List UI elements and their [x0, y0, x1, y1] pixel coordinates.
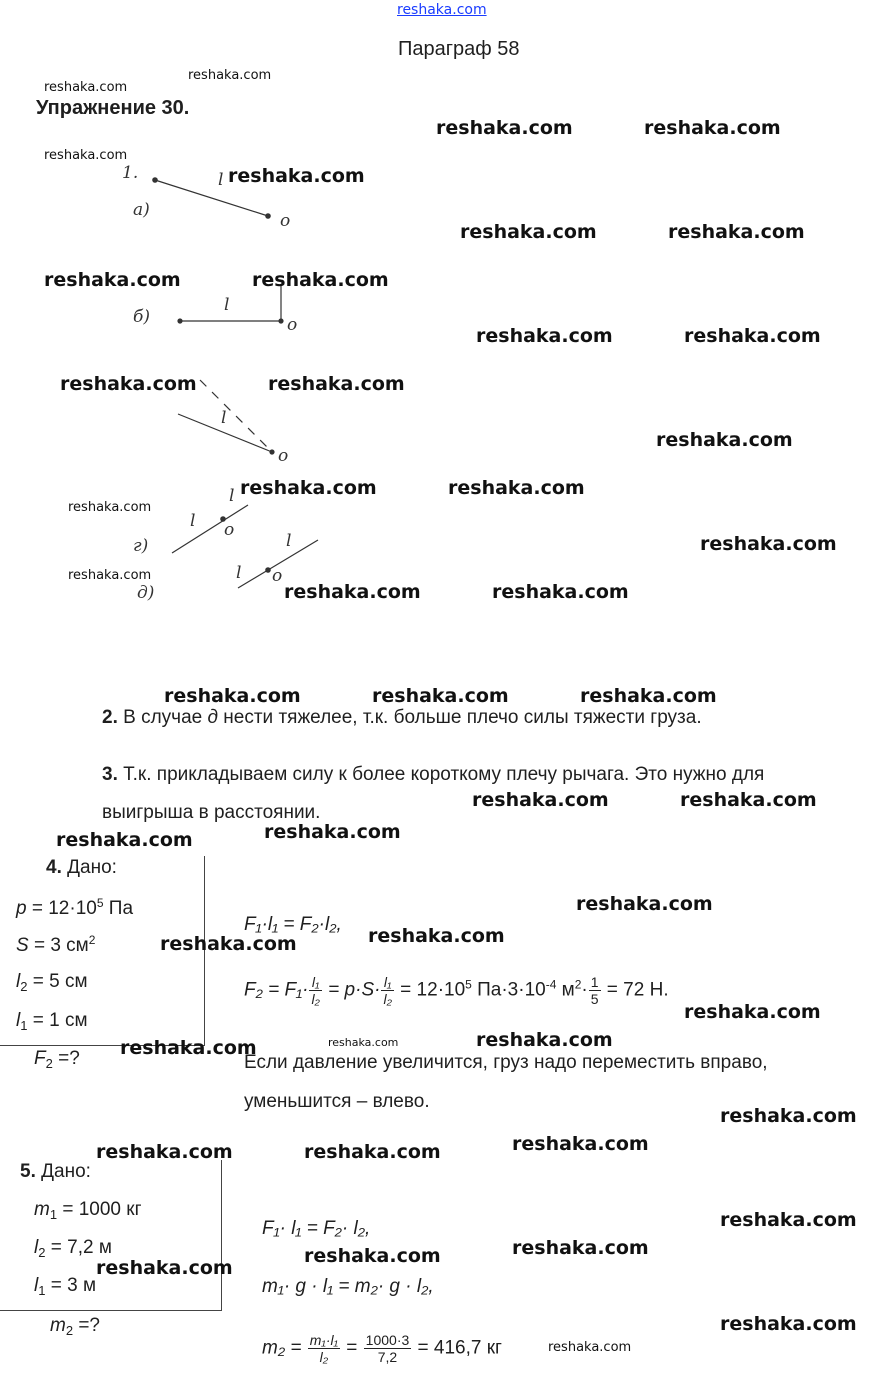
answer-2: [102, 707, 702, 729]
watermark: reshaka.com: [284, 581, 421, 603]
answer-2-num: 2.: [102, 707, 118, 728]
watermark: reshaka.com: [656, 429, 793, 451]
watermark: reshaka.com: [668, 221, 805, 243]
watermark: reshaka.com: [436, 117, 573, 139]
watermark: reshaka.com: [56, 829, 193, 851]
q4-eq1: F₁·l₁ = F₂·l₂,: [244, 914, 342, 935]
q4-given-label: Дано:: [67, 857, 117, 878]
pivot-dot-a2: [266, 214, 270, 218]
watermark: reshaka.com: [512, 1133, 649, 1155]
watermark: reshaka.com: [680, 789, 817, 811]
watermark: reshaka.com: [460, 221, 597, 243]
q5-find: $m_2$ =?: [50, 1315, 101, 1338]
watermark: reshaka.com: [372, 685, 509, 707]
pivot-dot-a: [153, 178, 157, 182]
watermark: reshaka.com: [188, 68, 272, 83]
watermark: reshaka.com: [684, 1001, 821, 1023]
watermark: reshaka.com: [580, 685, 717, 707]
watermark: reshaka.com: [448, 477, 585, 499]
watermark: reshaka.com: [68, 568, 152, 583]
q5-l1: $l_1 = 3$ м: [34, 1275, 97, 1298]
watermark: reshaka.com: [304, 1141, 441, 1163]
site-link-top[interactable]: reshaka.com: [397, 2, 487, 18]
watermark: reshaka.com: [264, 821, 401, 843]
q5-box-horizontal: [0, 1310, 222, 1311]
answer-3-num: 3.: [102, 764, 118, 785]
lever-arm-g: [172, 505, 248, 553]
q4-conclusion-2: уменьшится – влево.: [244, 1091, 430, 1112]
q4-eq2: F₂ = F₁· $\frac{\text{l₁}}{\text{l₂}}$ = p·S· $\frac{\text{l₁}}{\text{l₂}}$ = $12\cdot 10^5$ $Па\cdot 3\cdot 10^{-4}$ $м^2\cdot$ $\frac{1}{5}$ = 72 Н.: [244, 974, 669, 1007]
q5-given: [20, 1161, 91, 1183]
pivot-letter-g: o: [224, 520, 235, 540]
label-b: б): [133, 307, 151, 327]
lever-letter-b: l: [224, 295, 230, 315]
q4-conclusion-1: Если давление увеличится, груз надо переместить вправо,: [244, 1052, 768, 1073]
answer-3-line2: выигрыша в расстоянии.: [102, 802, 321, 823]
q4-l1: $l_1 = 1$ см: [16, 1010, 88, 1033]
pivot-dot-c: [270, 450, 274, 454]
q5-eq2: m₁· g · l₁ = m₂· g · l₂,: [262, 1276, 434, 1297]
answer-2-text2: нести тяжелее, т.к. больше плечо силы тяжести груза.: [218, 707, 702, 728]
label-d: д): [137, 583, 155, 603]
pivot-dot-b2: [279, 319, 283, 323]
q5-num: 5.: [20, 1161, 36, 1182]
pivot-letter-a: o: [280, 211, 291, 231]
watermark: reshaka.com: [476, 1029, 613, 1051]
pivot-letter-c: o: [278, 446, 289, 466]
pivot-letter-b: o: [287, 315, 298, 335]
lever-letter-d2: l: [236, 563, 242, 583]
watermark: reshaka.com: [68, 500, 152, 515]
watermark: reshaka.com: [240, 477, 377, 499]
lever-letter-a: l: [218, 170, 224, 190]
watermark: reshaka.com: [44, 148, 128, 163]
watermark: reshaka.com: [328, 1036, 399, 1049]
q4-find: $F_2$ =?: [34, 1048, 80, 1071]
lever-letter-g2: l: [190, 511, 196, 531]
q5-m1: $m_1 = 1000$ кг: [34, 1199, 142, 1222]
label-g: г): [133, 536, 149, 556]
watermark: reshaka.com: [44, 269, 181, 291]
answer-2-italic: д: [207, 707, 219, 728]
q5-eq1: F₁· l₁ = F₂· l₂,: [262, 1218, 371, 1239]
label-a: а): [133, 200, 150, 220]
watermark: reshaka.com: [368, 925, 505, 947]
pivot-dot-b: [178, 319, 182, 323]
watermark: reshaka.com: [268, 373, 405, 395]
lever-letter-c: l: [221, 408, 227, 428]
watermark: reshaka.com: [720, 1105, 857, 1127]
watermark: reshaka.com: [252, 269, 389, 291]
q4-num: 4.: [46, 857, 62, 878]
q4-S: S = 3 $см^2$: [16, 933, 96, 956]
watermark: reshaka.com: [96, 1141, 233, 1163]
watermark: reshaka.com: [472, 789, 609, 811]
watermark: reshaka.com: [160, 933, 297, 955]
watermark: reshaka.com: [492, 581, 629, 603]
answer-3-text1: Т.к. прикладываем силу к более короткому плечу рычага. Это нужно для: [117, 764, 765, 785]
answer-2-text1: В случае: [117, 707, 208, 728]
watermark: reshaka.com: [96, 1257, 233, 1279]
watermark: reshaka.com: [228, 165, 365, 187]
q5-eq3: m₂ = $\frac{\text{m₁·l₁}}{\text{l₂}}$ = $\frac{1000\cdot 3}{7,2}$ = 416,7 кг: [262, 1332, 502, 1365]
watermark: reshaka.com: [720, 1209, 857, 1231]
lever-dash-c: [200, 380, 272, 452]
answer-3-line1: [102, 764, 764, 786]
diagram-number: 1.: [122, 163, 139, 183]
q4-p: $p = 12\cdot 10^5$ Па: [16, 896, 134, 919]
q4-l2: $l_2 = 5$ см: [16, 971, 88, 994]
q4-given: [46, 857, 117, 879]
watermark: reshaka.com: [576, 893, 713, 915]
paragraph-title: Параграф 58: [398, 38, 520, 60]
pivot-letter-d: o: [272, 566, 283, 586]
watermark: reshaka.com: [120, 1037, 257, 1059]
q5-l2: $l_2 = 7,2$ м: [34, 1237, 112, 1260]
watermark: reshaka.com: [684, 325, 821, 347]
watermark: reshaka.com: [548, 1340, 632, 1355]
exercise-title: Упражнение 30.: [36, 97, 190, 119]
q5-given-label: Дано:: [41, 1161, 91, 1182]
watermark: reshaka.com: [60, 373, 197, 395]
watermark: reshaka.com: [164, 685, 301, 707]
watermark: reshaka.com: [476, 325, 613, 347]
watermark: reshaka.com: [700, 533, 837, 555]
q5-box-vertical: [221, 1160, 222, 1310]
lever-letter-d1: l: [286, 531, 292, 551]
watermark: reshaka.com: [720, 1313, 857, 1335]
watermark: reshaka.com: [644, 117, 781, 139]
pivot-dot-d: [266, 568, 270, 572]
watermark: reshaka.com: [44, 80, 128, 95]
lever-letter-g1: l: [229, 486, 235, 506]
watermark: reshaka.com: [304, 1245, 441, 1267]
watermark: reshaka.com: [512, 1237, 649, 1259]
